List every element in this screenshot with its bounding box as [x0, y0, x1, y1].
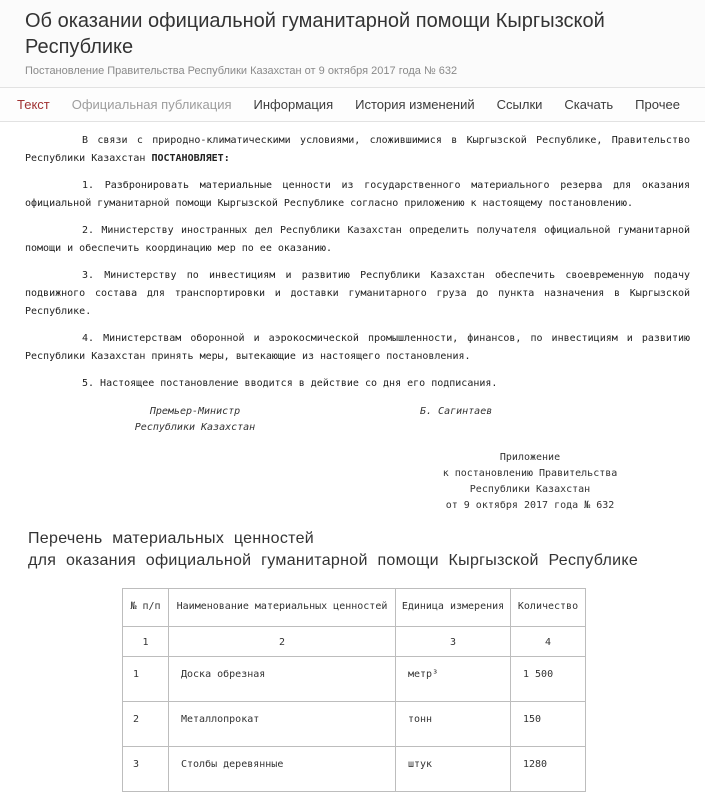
- col-header-unit: Единица измерения: [396, 589, 511, 627]
- preamble-paragraph: [25, 132, 690, 168]
- signature-position-line2: Республики Казахстан: [134, 422, 256, 433]
- preamble-resolves-word: ПОСТАНОВЛЯЕТ:: [151, 153, 230, 164]
- signature-name: Б. Сагинтаев: [420, 406, 493, 417]
- table-row: [123, 702, 586, 747]
- numbering-cell-3: 3: [396, 627, 511, 657]
- row1-number: 1: [123, 657, 169, 702]
- row3-name: Столбы деревянные: [169, 747, 396, 792]
- table-row: [123, 657, 586, 702]
- tab-download[interactable]: Скачать: [564, 97, 614, 112]
- tab-bar: [0, 87, 705, 122]
- row3-number: 3: [123, 747, 169, 792]
- tab-information[interactable]: Информация: [253, 97, 334, 112]
- table-row: [123, 747, 586, 792]
- row3-unit: штук: [396, 747, 511, 792]
- row1-unit: метр³: [396, 657, 511, 702]
- row2-number: 2: [123, 702, 169, 747]
- goods-table: [122, 588, 586, 792]
- annex-ref-line4: от 9 октября 2017 года № 632: [445, 500, 615, 511]
- annex-ref-line2: к постановлению Правительства: [442, 468, 618, 479]
- numbering-cell-2: 2: [169, 627, 396, 657]
- col-header-number: № п/п: [123, 589, 169, 627]
- row2-name: Металлопрокат: [169, 702, 396, 747]
- annex-ref-line3: Республики Казахстан: [469, 484, 591, 495]
- decree-point-4: 4. Министерствам оборонной и аэрокосмической промышленности, финансов, по инвестициям и развитию Республики Казахстан принять меры, вытекающие из настоящего постановления.: [25, 333, 690, 362]
- annex-title: [28, 528, 690, 572]
- row2-quantity: 150: [511, 702, 586, 747]
- col-header-quantity: Количество: [511, 589, 586, 627]
- signature-position-line1: Премьер-Министр: [149, 406, 241, 417]
- annex-reference-block: [365, 450, 695, 514]
- document-body: [0, 122, 705, 792]
- signature-position: [100, 404, 290, 436]
- tab-change-history[interactable]: История изменений: [355, 97, 475, 112]
- table-header-row: [123, 589, 586, 627]
- col-header-name: Наименование материальных ценностей: [169, 589, 396, 627]
- numbering-cell-1: 1: [123, 627, 169, 657]
- page-title: Об оказании официальной гуманитарной помощи Кыргызской Республике: [25, 10, 605, 58]
- decree-point-3: 3. Министерству по инвестициям и развитию Республики Казахстан обеспечить своевременную подачу подвижного состава для транспортировки и доставки гуманитарного груза до пункта назначения в Кыргызской Республике.: [25, 270, 690, 317]
- tab-links[interactable]: Ссылки: [496, 97, 543, 112]
- signature-block: [25, 402, 690, 442]
- tab-other[interactable]: Прочее: [635, 97, 680, 112]
- document-header: [0, 0, 705, 87]
- row2-unit: тонн: [396, 702, 511, 747]
- annex-ref-line1: Приложение: [499, 452, 561, 463]
- row1-name: Доска обрезная: [169, 657, 396, 702]
- tab-text[interactable]: Текст: [17, 97, 50, 112]
- preamble-text: В связи с природно-климатическими условиями, сложившимися в Кыргызской Республике, Правительство Республики Казахстан: [25, 135, 690, 164]
- row3-quantity: 1280: [511, 747, 586, 792]
- annex-title-line2: для оказания официальной гуманитарной помощи Кыргызской Республике: [28, 552, 639, 569]
- tab-official-publication: Официальная публикация: [71, 97, 232, 112]
- decree-point-1: 1. Разбронировать материальные ценности из государственного материального резерва для оказания официальной гуманитарной помощи Кыргызской Республике согласно приложению к настоящему постановлению.: [25, 180, 690, 209]
- table-numbering-row: [123, 627, 586, 657]
- decree-point-2: 2. Министерству иностранных дел Республики Казахстан определить получателя официальной гуманитарной помощи и обеспечить координацию мер по ее оказанию.: [25, 225, 690, 254]
- decree-point-5: 5. Настоящее постановление вводится в действие со дня его подписания.: [82, 378, 498, 389]
- numbering-cell-4: 4: [511, 627, 586, 657]
- document-subtitle: Постановление Правительства Республики Казахстан от 9 октября 2017 года № 632: [25, 65, 458, 77]
- annex-title-line1: Перечень материальных ценностей: [28, 530, 315, 547]
- row1-quantity: 1 500: [511, 657, 586, 702]
